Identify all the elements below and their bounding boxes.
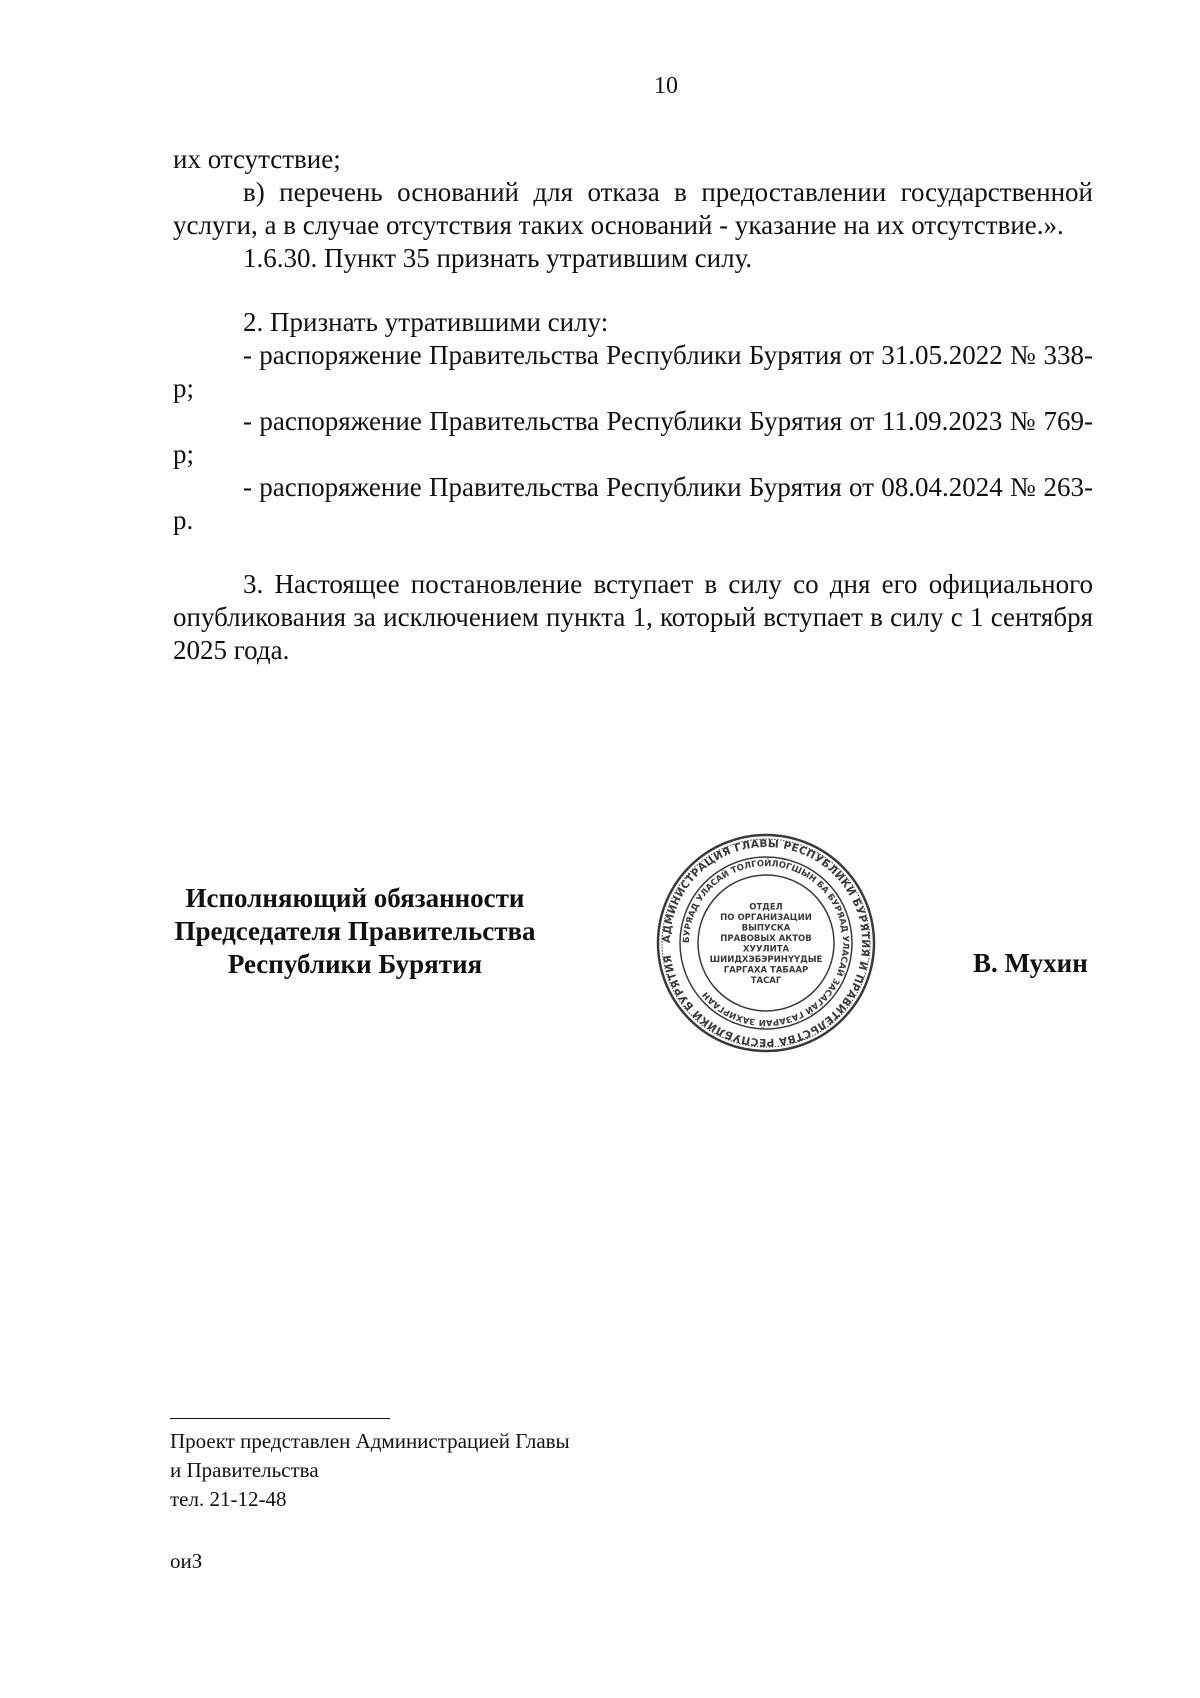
paragraph: - распоряжение Правительства Республики Бурятия от 31.05.2022 № 338-р;	[173, 340, 1093, 403]
seal-center-line: ХУУЛИТА	[742, 944, 790, 955]
official-seal	[656, 833, 876, 1053]
seal-inner-text: БУРЯАД УЛАСАЙ ТОЛГОЙЛОГШЫН БА БУРЯАД УЛАСАЙ ЗАСАГАЙ ГАЗАРАЙ ЗАХИРГААН	[681, 858, 851, 1028]
paragraph: 3. Настоящее постановление вступает в силу со дня его официального опубликования за исключением пункта 1, который вступает в силу с 1 сентября 2025 года.	[173, 569, 1093, 665]
paragraph: - распоряжение Правительства Республики Бурятия от 08.04.2024 № 263-р.	[173, 472, 1093, 535]
signatory-title	[150, 882, 560, 981]
seal-center-line: ТАСАГ	[750, 975, 782, 986]
executor-code: оиЗ	[170, 1549, 203, 1573]
paragraph: 1.6.30. Пункт 35 признать утратившим силу.	[243, 243, 753, 273]
signatory-title-line: Председателя Правительства	[174, 916, 536, 946]
footnote-divider	[170, 1418, 390, 1419]
paragraph: 2. Признать утратившими силу:	[243, 307, 609, 337]
footnote-line: и Правительства	[170, 1458, 319, 1482]
signatory-title-line: Республики Бурятия	[227, 949, 483, 979]
seal-center-line: ВЫПУСКА	[741, 923, 791, 934]
seal-center-line: ПРАВОВЫХ АКТОВ	[720, 933, 812, 944]
page-number: 10	[654, 73, 678, 99]
paragraph: - распоряжение Правительства Республики Бурятия от 11.09.2023 № 769-р;	[173, 406, 1093, 469]
seal-outer-text: АДМИНИСТРАЦИЯ ГЛАВЫ РЕСПУБЛИКИ БУРЯТИЯ И ПРАВИТЕЛЬСТВА РЕСПУБЛИКИ БУРЯТИЯ	[660, 837, 872, 1049]
footnote-phone: тел. 21-12-48	[170, 1487, 287, 1511]
seal-center-line: ГАРГАХА ТАБААР	[723, 965, 809, 976]
document-body	[173, 143, 1093, 667]
seal-center-line: ОТДЕЛ	[749, 902, 783, 913]
paragraph: в) перечень оснований для отказа в предоставлении государственной услуги, а в случае отсутствия таких оснований - указание на их отсутствие.».	[173, 177, 1093, 240]
footnote-line: Проект представлен Администрацией Главы	[170, 1429, 570, 1453]
signatory-title-line: Исполняющий обязанности	[185, 883, 525, 913]
seal-center-line: ПО ОРГАНИЗАЦИИ	[720, 912, 812, 923]
footnote	[170, 1427, 570, 1514]
paragraph: их отсутствие;	[173, 144, 341, 174]
seal-center-line: ШИИДХЭБЭРИНҮҮДЫЕ	[709, 954, 823, 965]
signatory-name: В. Мухин	[973, 948, 1088, 978]
